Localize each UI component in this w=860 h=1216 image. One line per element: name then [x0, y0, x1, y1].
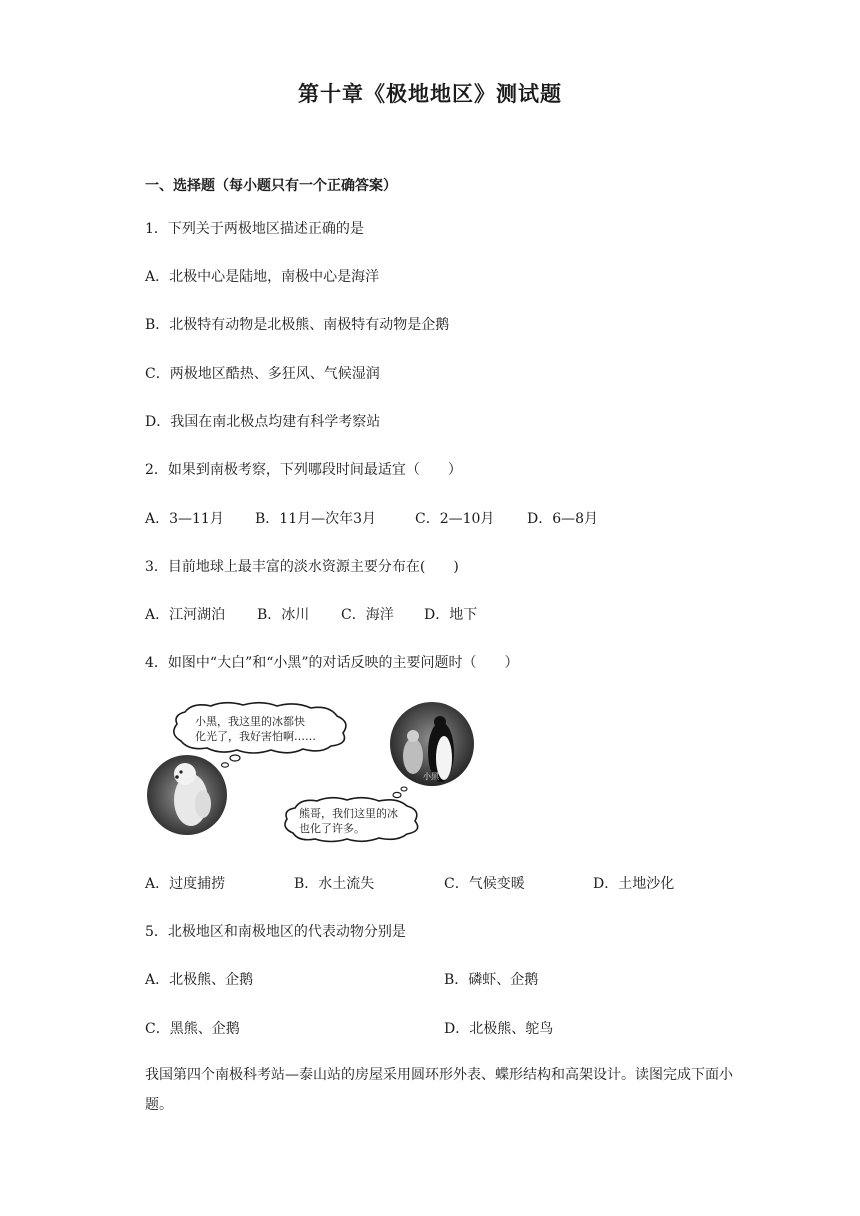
section-heading: 一、选择题（每小题只有一个正确答案）: [145, 178, 397, 194]
question-5-stem: 5．北极地区和南极地区的代表动物分别是: [145, 924, 406, 940]
question-4-option-a: A．过度捕捞: [145, 876, 226, 892]
question-5-option-b: B．磷虾、企鹅: [444, 972, 539, 988]
question-3-option-c: C．海洋: [341, 607, 394, 623]
bubble-bear-line1: 小黑，我这里的冰都快: [195, 715, 305, 728]
question-3-stem: 3．目前地球上最丰富的淡水资源主要分布在( ): [145, 559, 459, 575]
polar-animals-dialogue-figure: [145, 700, 480, 845]
question-4-option-c: C．气候变暖: [444, 876, 525, 892]
bubble-penguin-line1: 熊哥，我们这里的冰: [299, 807, 398, 820]
question-5-option-c: C．黑熊、企鹅: [145, 1021, 240, 1037]
dialogue-illustration: [145, 700, 480, 845]
question-2-option-d: D．6—8月: [527, 511, 599, 527]
question-1-stem: 1．下列关于两极地区描述正确的是: [145, 221, 364, 237]
question-2-option-a: A．3—11月: [145, 511, 224, 527]
question-4-option-b: B．水土流失: [294, 876, 375, 892]
question-3-option-d: D．地下: [424, 607, 478, 623]
bubble-bear-line2: 化光了，我好害怕啊……: [195, 730, 316, 743]
question-1-option-b: B．北极特有动物是北极熊、南极特有动物是企鹅: [145, 317, 450, 333]
penguin-image: [390, 702, 474, 786]
question-5-option-a: A．北极熊、企鹅: [145, 972, 254, 988]
page-title: 第十章《极地地区》测试题: [298, 82, 562, 106]
question-2-option-b: B．11月—次年3月: [255, 511, 377, 527]
question-4-stem: 4．如图中“大白”和“小黑”的对话反映的主要问题时（ ）: [145, 655, 519, 671]
question-3-option-b: B．冰川: [257, 607, 310, 623]
polar-bear-image: [147, 755, 227, 835]
question-3-option-a: A．江河湖泊: [145, 607, 226, 623]
question-1-option-a: A．北极中心是陆地，南极中心是海洋: [145, 269, 380, 285]
speech-bubble-penguin: [285, 787, 418, 842]
question-2-option-c: C．2—10月: [415, 511, 495, 527]
question-1-option-c: C．两极地区酷热、多狂风、气候湿润: [145, 366, 380, 382]
question-5-option-d: D．北极熊、鸵鸟: [444, 1021, 554, 1037]
question-4-option-d: D．土地沙化: [593, 876, 675, 892]
reading-passage: 我国第四个南极科考站—泰山站的房屋采用圆环形外表、蝶形结构和高架设计。读图完成下面小题。: [145, 1067, 733, 1113]
penguin-tag: 小黑: [423, 772, 439, 781]
question-1-option-d: D．我国在南北极点均建有科学考察站: [145, 414, 381, 430]
question-2-stem: 2．如果到南极考察，下列哪段时间最适宜（ ）: [145, 462, 462, 478]
bubble-penguin-line2: 也化了许多。: [299, 822, 365, 835]
